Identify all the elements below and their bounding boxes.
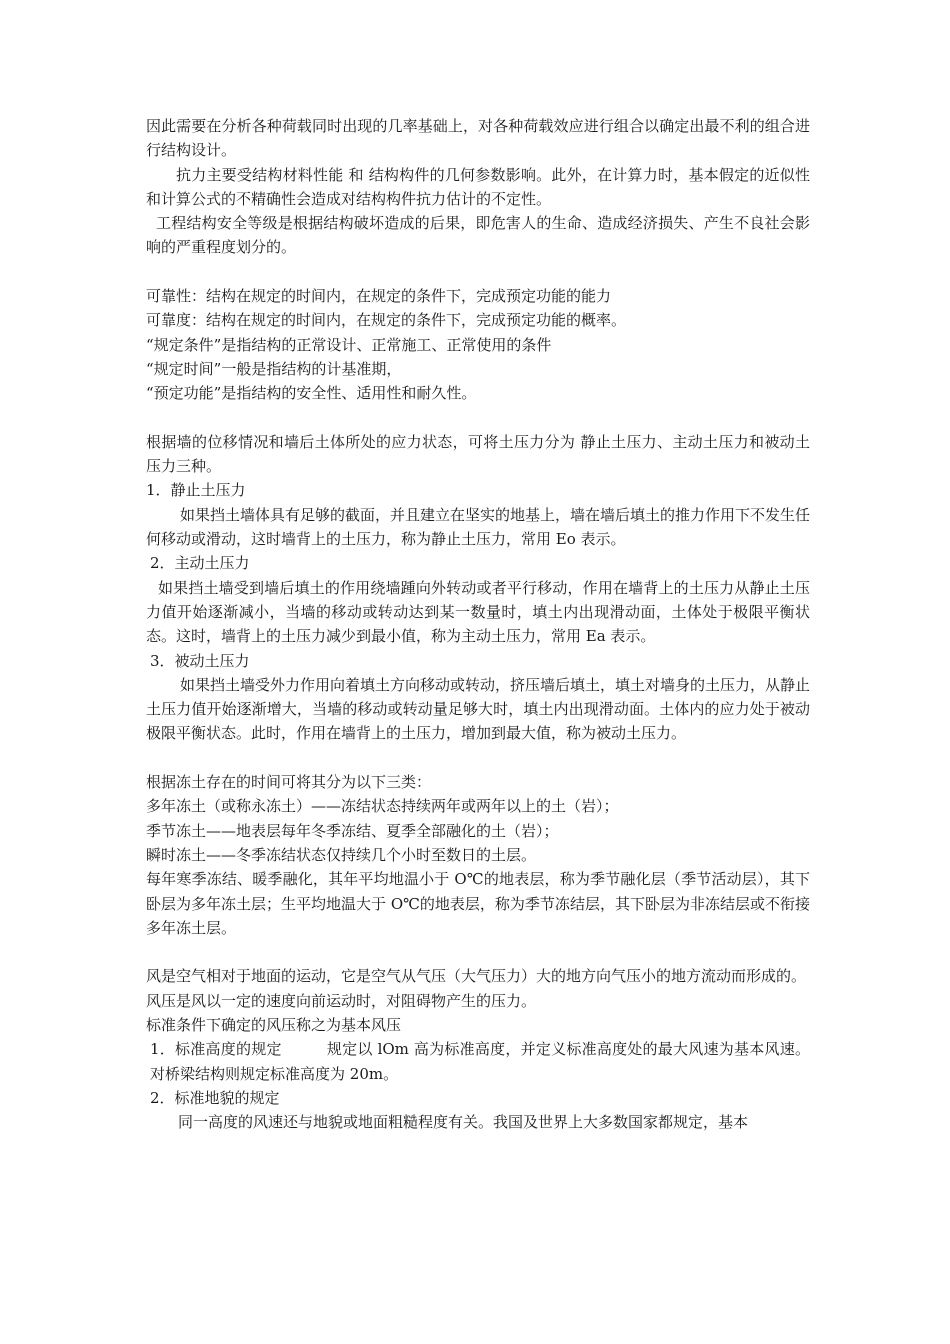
definition-specified-conditions: “规定条件”是指结构的正常设计、正常施工、正常使用的条件 (146, 335, 552, 354)
paragraph-wind-pressure: 风压是风以一定的速度向前运动时，对阻碍物产生的压力。 (146, 991, 537, 1010)
list-item-seasonal-frozen: 季节冻土——地表层每年冬季冻结、夏季全部融化的土（岩）； (146, 821, 559, 840)
paragraph-standard-terrain: 同一高度的风速还与地貌或地面粗糙程度有关。我国及世界上大多数国家都规定，基本 (178, 1113, 749, 1132)
paragraph-standard-height: 1．标准高度的规定 规定以 lOm 高为标准高度，并定义标准高度处的最大风速为基本风速。对桥梁结构则规定标准高度为 20m。 (150, 1040, 810, 1083)
document-page (146, 114, 810, 1134)
heading-standard-terrain: 2．标准地貌的规定 (150, 1088, 280, 1107)
paragraph-frozen-soil-intro: 根据冻土存在的时间可将其分为以下三类： (146, 773, 432, 792)
spacer (146, 746, 810, 770)
paragraph-earth-pressure-intro: 根据墙的位移情况和墙后土体所处的应力状态，可将土压力分为 静止土压力、主动土压力和被动土压力三种。 (146, 432, 810, 476)
paragraph-basic-wind-pressure: 标准条件下确定的风压称之为基本风压 (146, 1015, 402, 1034)
definition-reliability-degree: 可靠度：结构在规定的时间内，在规定的条件下，完成预定功能的概率。 (146, 311, 627, 330)
spacer (146, 406, 810, 430)
list-item-transient-frozen: 瞬时冻土——冬季冻结状态仅持续几个小时至数日的土层。 (146, 845, 537, 864)
heading-active-pressure: 2．主动土压力 (150, 554, 250, 573)
paragraph-at-rest-pressure: 如果挡土墙体具有足够的截面，并且建立在坚实的地基上，墙在墙后填土的推力作用下不发生任何移动或滑动，这时墙背上的土压力，称为静止土压力，常用 Eo 表示。 (146, 505, 811, 549)
paragraph-resistance: 抗力主要受结构材料性能 和 结构构件的几何参数影响。此外，在计算力时，基本假定的近似性和计算公式的不精确性会造成对结构构件抗力估计的不定性。 (146, 165, 810, 208)
paragraph-passive-pressure: 如果挡土墙受外力作用向着填土方向移动或转动，挤压墙后填土，填土对墙身的土压力，从静止土压力值开始逐渐增大，当墙的移动或转动量足够大时，填土内出现滑动面。土体内的应力处于被动极限平衡状态。此时，作用在墙背上的土压力，增加到最大值，称为被动土压力。 (146, 675, 811, 743)
definition-predetermined-function: “预定功能”是指结构的安全性、适用性和耐久性。 (146, 384, 477, 403)
paragraph-safety-grade: 工程结构安全等级是根据结构破坏造成的后果，即危害人的生命、造成经济损失、产生不良社会影响的严重程度划分的。 (146, 214, 810, 257)
heading-at-rest-pressure: 1．静止土压力 (146, 481, 246, 500)
definition-specified-time: “规定时间”一般是指结构的计基准期， (146, 359, 402, 378)
heading-passive-pressure: 3．被动土压力 (150, 651, 250, 670)
spacer (146, 260, 810, 284)
spacer (146, 940, 810, 964)
definition-reliability: 可靠性：结构在规定的时间内，在规定的条件下，完成预定功能的能力 (146, 287, 612, 306)
paragraph-active-pressure: 如果挡土墙受到墙后填土的作用绕墙踵向外转动或者平行移动，作用在墙背上的土压力从静止土压力值开始逐渐减小，当墙的移动或转动达到某一数量时，填土内出现滑动面，土体处于极限平衡状态。这时，墙背上的土压力减少到最小值，称为主动土压力，常用 Ea 表示。 (146, 578, 810, 646)
paragraph-wind-definition: 风是空气相对于地面的运动，它是空气从气压（大气压力）大的地方向气压小的地方流动而形成的。 (146, 967, 807, 986)
paragraph-seasonal-layers: 每年寒季冻结、暖季融化，其年平均地温小于 O℃的地表层，称为季节融化层（季节活动层），其下卧层为多年冻土层；生平均地温大于 O℃的地表层，称为季节冻结层，其下卧层为非冻结层或不衔接多年冻土层。 (146, 870, 810, 937)
paragraph-load-combination: 因此需要在分析各种荷载同时出现的几率基础上，对各种荷载效应进行组合以确定出最不利的组合进行结构设计。 (146, 117, 810, 160)
list-item-permafrost: 多年冻土（或称永冻土）——冻结状态持续两年或两年以上的土（岩）； (146, 797, 619, 816)
